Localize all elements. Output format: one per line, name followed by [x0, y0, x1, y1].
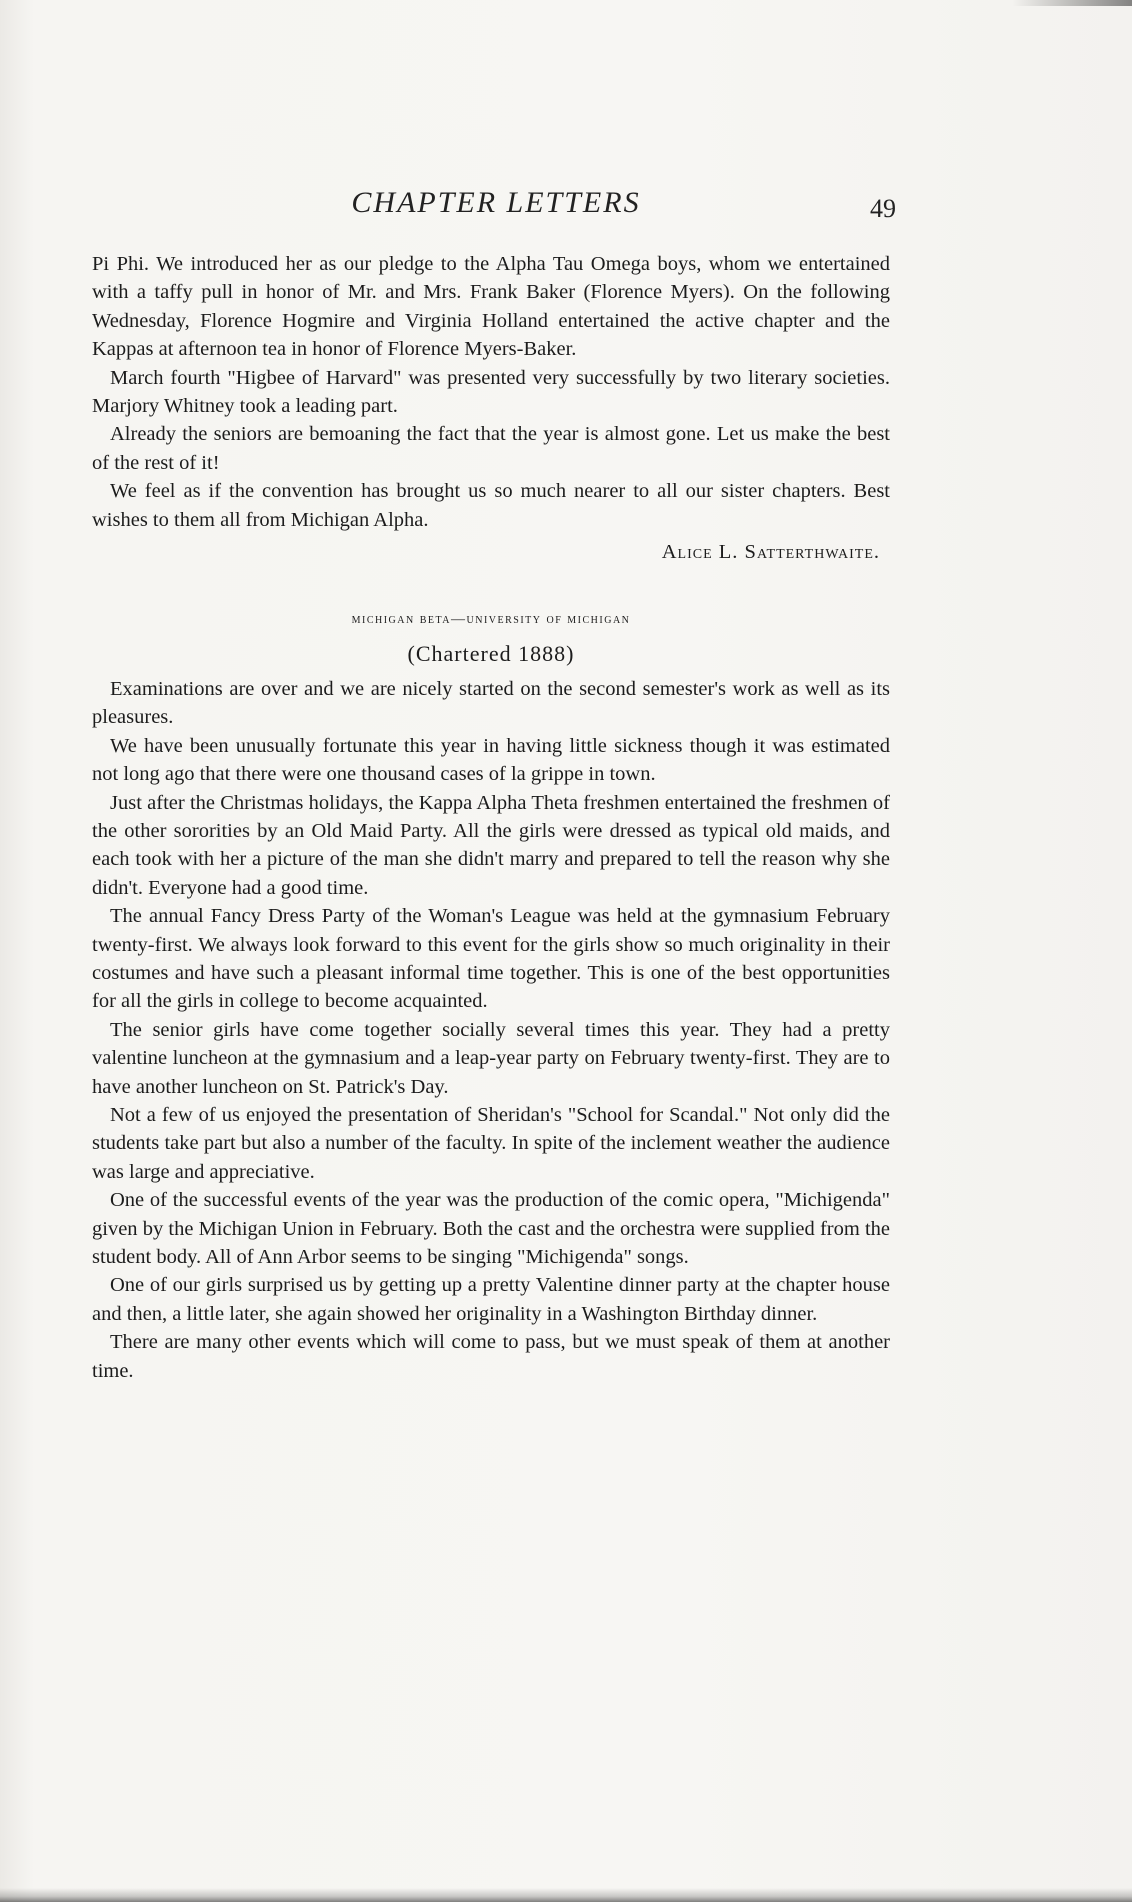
- section-heading: michigan beta—university of michigan: [351, 612, 631, 628]
- paragraph: The senior girls have come together socially several times this year. They had a pretty valentine luncheon at the gymnasium and a leap-year party on February twenty-first. They are to have another luncheon on St. Patrick's Day.: [92, 1018, 890, 1098]
- paragraph: One of our girls surprised us by getting up a pretty Valentine dinner party at the chapter house and then, a little later, she again showed her originality in a Washington Birthday dinner.: [92, 1274, 890, 1325]
- signature: Alice L. Satterthwaite.: [661, 541, 880, 564]
- paragraph: Examinations are over and we are nicely started on the second semester's work as well as its pleasures.: [92, 677, 890, 729]
- chartered-date: (Chartered 1888): [407, 641, 575, 667]
- page-header: [96, 186, 896, 230]
- paragraph: There are many other events which will come to pass, but we must speak of them at another time.: [92, 1331, 890, 1382]
- paragraph: Already the seniors are bemoaning the fact that the year is almost gone. Let us make the best of the rest of it!: [92, 423, 890, 474]
- paragraph: Pi Phi. We introduced her as our pledge to the Alpha Tau Omega boys, whom we entertained with a taffy pull in honor of Mr. and Mrs. Frank Baker (Florence Myers). On the following Wednesday, Florence Hogmire and Virginia Holland entertained the active chapter and the Kappas at afternoon tea in honor of Florence Myers-Baker.: [92, 253, 890, 361]
- paragraph: Just after the Christmas holidays, the Kappa Alpha Theta freshmen entertained the freshmen of the other sororities by an Old Maid Party. All the girls were dressed as typical old maids, and each took with her a picture of the man she didn't marry and prepared to tell the reason why she didn't. Everyone had a good time.: [92, 791, 890, 899]
- page-number: 49: [870, 194, 896, 223]
- scan-bottom-edge: [0, 1888, 1132, 1902]
- paragraph: One of the successful events of the year was the production of the comic opera, "Michigenda" given by the Michigan Union in February. Both the cast and the orchestra were supplied from the student body. All of Ann Arbor seems to be singing "Michigenda" songs.: [92, 1189, 890, 1268]
- paragraph: Not a few of us enjoyed the presentation of Sheridan's "School for Scandal." Not only did the students take part but also a number of the faculty. In spite of the inclement weather the audience was large and appreciative.: [92, 1103, 890, 1183]
- paragraph: March fourth "Higbee of Harvard" was presented very successfully by two literary societies. Marjory Whitney took a leading part.: [92, 366, 890, 418]
- paragraph: The annual Fancy Dress Party of the Woman's League was held at the gymnasium February twenty-first. We always look forward to this event for the girls show so much originality in their costumes and have such a pleasant informal time together. This is one of the best opportunities for all the girls in college to become acquainted.: [92, 905, 890, 1013]
- running-head: CHAPTER LETTERS: [351, 186, 641, 219]
- paragraph: We feel as if the convention has brought us so much nearer to all our sister chapters. Best wishes to them all from Michigan Alpha.: [92, 480, 890, 531]
- paragraph: We have been unusually fortunate this year in having little sickness though it was estimated not long ago that there were one thousand cases of la grippe in town.: [92, 734, 890, 786]
- body-text: [92, 250, 890, 1385]
- scan-edge-shadow: [1012, 0, 1132, 6]
